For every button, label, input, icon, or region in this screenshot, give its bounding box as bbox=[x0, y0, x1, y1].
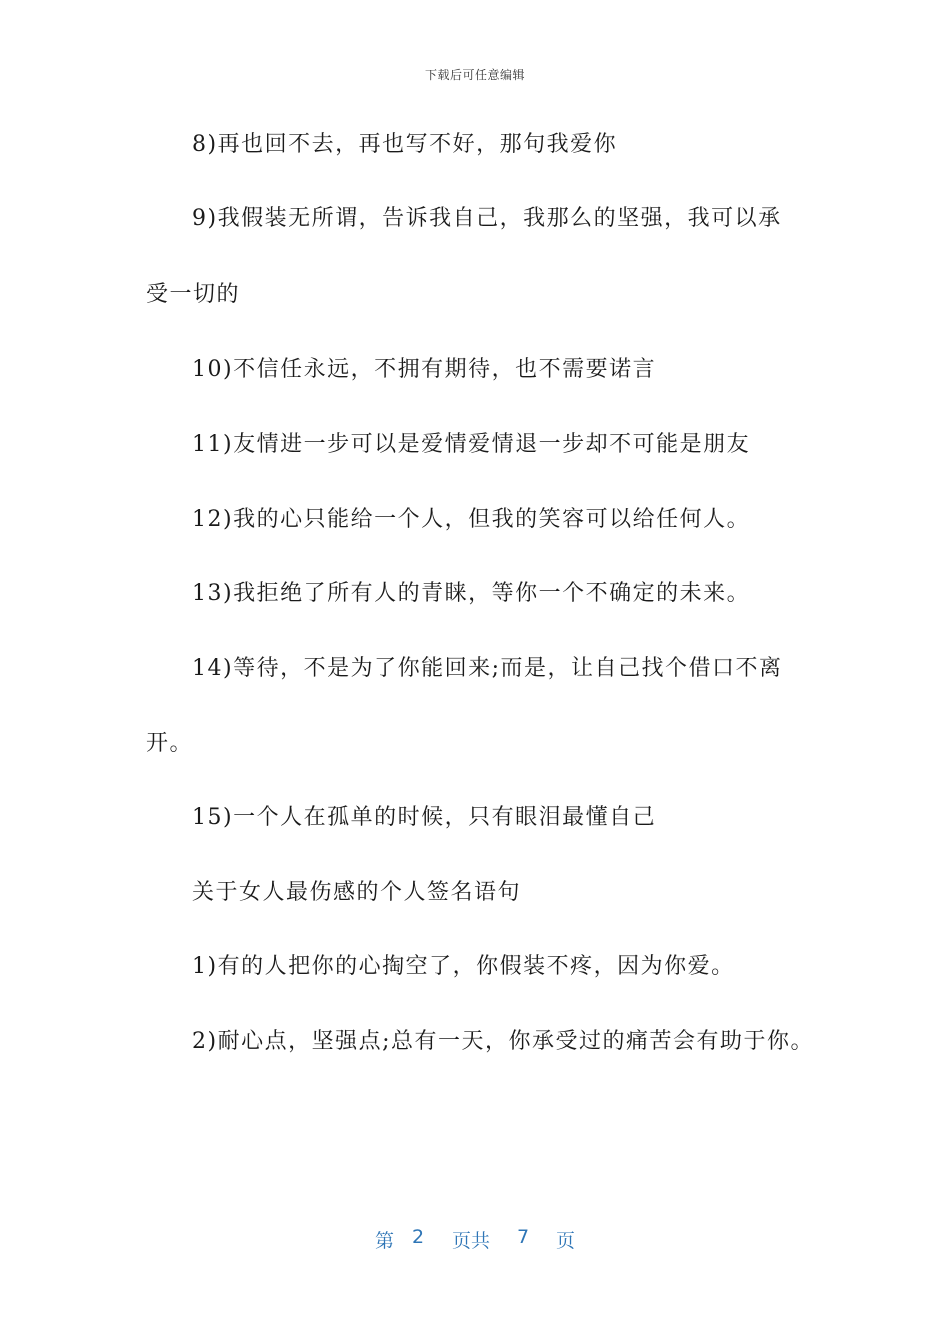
footer-page-number: 2 bbox=[412, 1226, 425, 1248]
footer-prefix: 第 bbox=[375, 1230, 395, 1252]
text-line-13: 13)我拒绝了所有人的青睐，等你一个不确定的未来。 bbox=[192, 581, 751, 606]
text-line-14-continued: 开。 bbox=[146, 731, 194, 756]
text-line-10: 10)不信任永远，不拥有期待，也不需要诺言 bbox=[192, 357, 657, 382]
text-line-9-continued: 受一切的 bbox=[146, 282, 241, 307]
header-note: 下载后可任意编辑 bbox=[424, 68, 525, 82]
footer-mid: 页共 bbox=[452, 1230, 491, 1252]
footer-total-pages: 7 bbox=[517, 1226, 530, 1248]
text-line-15: 15)一个人在孤单的时候，只有眼泪最懂自己 bbox=[192, 805, 657, 830]
text-line-11: 11)友情进一步可以是爱情爱情退一步却不可能是朋友 bbox=[192, 432, 751, 457]
text-line-12: 12)我的心只能给一个人，但我的笑容可以给任何人。 bbox=[192, 507, 751, 532]
text-line-8: 8)再也回不去，再也写不好，那句我爱你 bbox=[192, 132, 618, 157]
text-line-9: 9)我假装无所谓，告诉我自己，我那么的坚强，我可以承 bbox=[192, 206, 782, 231]
footer-suffix: 页 bbox=[556, 1230, 576, 1252]
text-line-14: 14)等待，不是为了你能回来;而是，让自己找个借口不离 bbox=[192, 656, 783, 681]
section-heading: 关于女人最伤感的个人签名语句 bbox=[192, 880, 522, 905]
text-line-s1: 1)有的人把你的心掏空了，你假装不疼，因为你爱。 bbox=[192, 954, 735, 979]
text-line-s2: 2)耐心点，坚强点;总有一天，你承受过的痛苦会有助于你。 bbox=[192, 1029, 814, 1054]
